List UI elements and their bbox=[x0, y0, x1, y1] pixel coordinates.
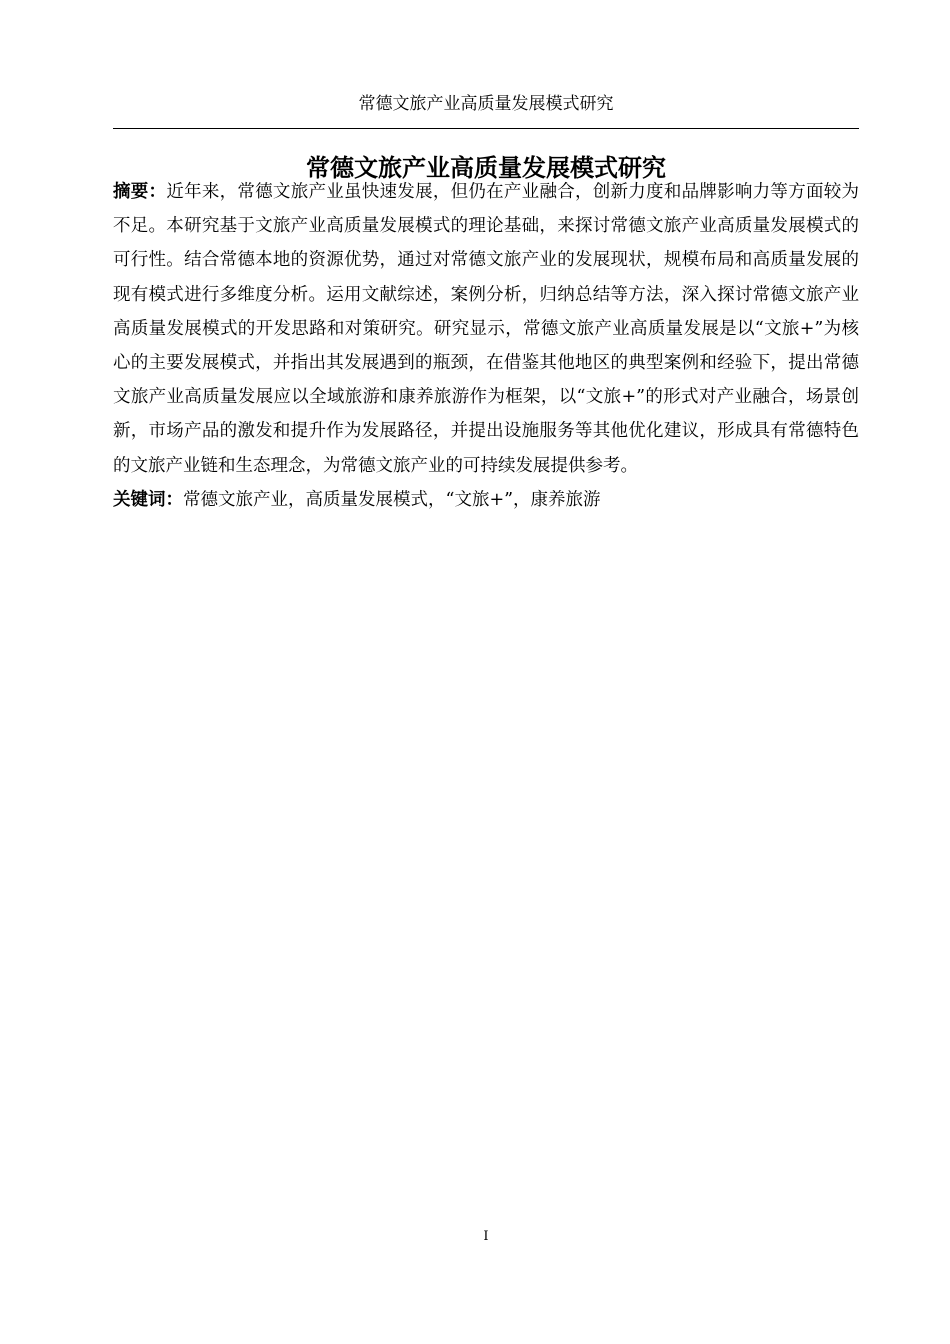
keywords-label: 关键词： bbox=[113, 489, 183, 510]
abstract-text: 近年来，常德文旅产业虽快速发展，但仍在产业融合，创新力度和品牌影响力等方面较为不足。本研究基于文旅产业高质量发展模式的理论基础，来探讨常德文旅产业高质量发展模式的可行性。结合常德本地的资源优势，通过对常德文旅产业的发展现状，规模布局和高质量发展的现有模式进行多维度分析。运用文献综述，案例分析，归纳总结等方法，深入探讨常德文旅产业高质量发展模式的开发思路和对策研究。研究显示，常德文旅产业高质量发展是以“文旅+”为核心的主要发展模式，并指出其发展遇到的瓶颈，在借鉴其他地区的典型案例和经验下，提出常德文旅产业高质量发展应以全域旅游和康养旅游作为框架，以“文旅+”的形式对产业融合，场景创新，市场产品的激发和提升作为发展路径，并提出设施服务等其他优化建议，形成具有常德特色的文旅产业链和生态理念，为常德文旅产业的可持续发展提供参考。 bbox=[113, 182, 860, 476]
header-rule bbox=[113, 128, 859, 129]
abstract-paragraph bbox=[113, 175, 859, 483]
document-title: 常德文旅产业高质量发展模式研究 bbox=[306, 154, 666, 182]
keywords-text: 常德文旅产业，高质量发展模式，“文旅+”，康养旅游 bbox=[183, 489, 601, 510]
running-header: 常德文旅产业高质量发展模式研究 bbox=[358, 94, 614, 114]
keywords-paragraph bbox=[113, 483, 859, 517]
abstract-section bbox=[113, 175, 859, 517]
page-number: I bbox=[483, 1229, 489, 1244]
abstract-label: 摘要： bbox=[113, 182, 167, 202]
